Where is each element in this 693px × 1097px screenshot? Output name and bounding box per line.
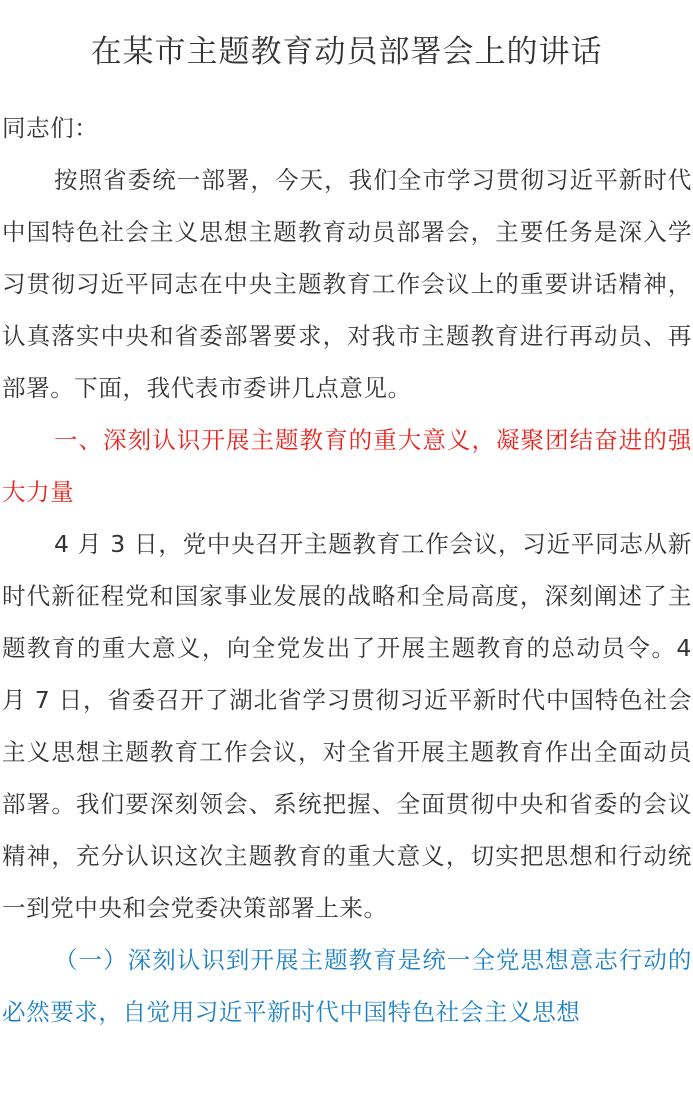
document-title: 在某市主题教育动员部署会上的讲话 xyxy=(90,34,603,70)
salutation: 同志们： xyxy=(2,114,99,142)
intro-paragraph: 按照省委统一部署，今天，我们全市学习贯彻习近平新时代中国特色社会主义思想主题教育动员部署会，主要任务是深入学习贯彻习近平同志在中央主题教育工作会议上的重要讲话精神，认真落实中央和省委部署要求，对我市主题教育进行再动员、再部署。下面，我代表市委讲几点意见。 xyxy=(2,166,692,402)
section-1-paragraph: 4 月 3 日，党中央召开主题教育工作会议，习近平同志从新时代新征程党和国家事业发展的战略和全局高度，深刻阐述了主题教育的重大意义，向全党发出了开展主题教育的总动员令。4 月 7 日，省委召开了湖北省学习贯彻习近平新时代中国特色社会主义思想主题教育工作会议，对全省开展主题教育作出全面动员部署。我们要深刻领会、系统把握、全面贯彻中央和省委的会议精神，充分认识这次主题教育的重大意义，切实把思想和行动统一到党中央和会党委决策部署上来。 xyxy=(2,530,692,922)
section-heading-1: 一、深刻认识开展主题教育的重大意义，凝聚团结奋进的强大力量 xyxy=(2,426,692,506)
subsection-heading-1: （一）深刻认识到开展主题教育是统一全党思想意志行动的必然要求，自觉用习近平新时代中国特色社会主义思想 xyxy=(2,946,692,1026)
document-body xyxy=(0,102,693,1038)
